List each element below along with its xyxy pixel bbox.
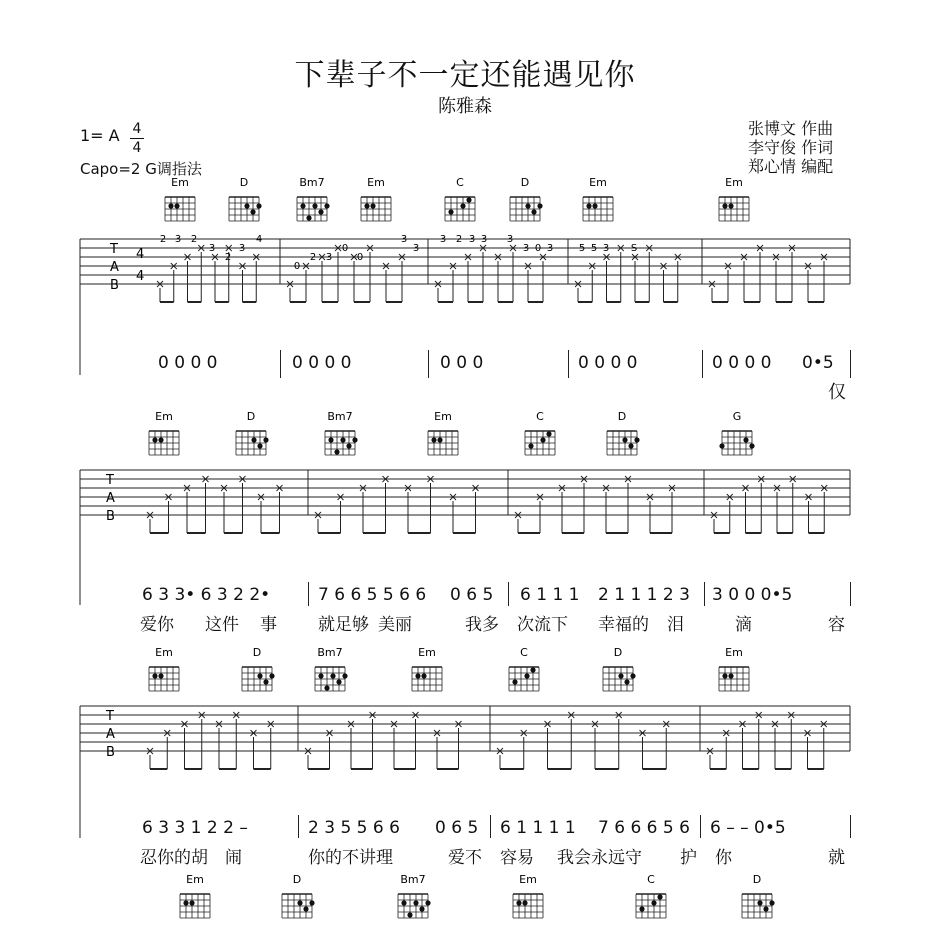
- notation-measure: 0•5: [802, 353, 834, 373]
- lyric-text: 仅: [828, 382, 846, 403]
- chord-dot: [719, 443, 724, 448]
- chord-dot: [334, 449, 339, 454]
- chord-name: C: [456, 176, 464, 189]
- chord-dot: [630, 673, 635, 678]
- fret-number: 0: [341, 243, 349, 254]
- chord-name: Bm7: [299, 176, 325, 189]
- staff-time-top: 4: [136, 247, 145, 262]
- chord-dot: [263, 679, 268, 684]
- notation-measure: 6 1 1 1: [520, 585, 580, 605]
- chord-diagram: [325, 410, 358, 455]
- fret-number: 3: [480, 234, 488, 245]
- chord-dot: [512, 679, 517, 684]
- chord-diagram: [398, 873, 431, 918]
- chord-name: Em: [434, 410, 452, 423]
- chord-dot: [722, 203, 727, 208]
- chord-dot: [297, 900, 302, 905]
- chord-dot: [158, 673, 163, 678]
- chord-dot: [158, 437, 163, 442]
- chord-diagram: [525, 410, 555, 455]
- chord-dot: [516, 900, 521, 905]
- fret-number: 2: [190, 234, 198, 245]
- lyric-text: 容: [828, 615, 845, 635]
- tab-letter-t: T: [106, 709, 114, 724]
- chord-dot: [401, 900, 406, 905]
- chord-dot: [525, 203, 530, 208]
- chord-diagram: [361, 176, 391, 221]
- notation-measure: 0 0 0 0: [712, 353, 772, 373]
- chord-name: Em: [171, 176, 189, 189]
- fret-number: 2: [224, 252, 232, 263]
- fret-number: 3: [439, 234, 447, 245]
- chord-dot: [251, 437, 256, 442]
- lyric-text: 就足够: [318, 615, 369, 635]
- chord-dot: [421, 673, 426, 678]
- chord-name: Em: [519, 873, 537, 886]
- fret-number: 3: [602, 243, 610, 254]
- chord-name: C: [536, 410, 544, 423]
- chord-name: Bm7: [400, 873, 426, 886]
- fret-number: 3: [208, 243, 216, 254]
- notation-barline: [704, 582, 705, 606]
- fret-number: 3: [400, 234, 408, 245]
- chord-dot: [466, 197, 471, 202]
- chord-dot: [342, 673, 347, 678]
- chord-diagram: [315, 646, 348, 691]
- fret-number: 2: [455, 234, 463, 245]
- lyric-text: 次流下: [517, 615, 568, 635]
- chord-dot: [309, 900, 314, 905]
- chord-name: G: [732, 410, 742, 423]
- chord-dot: [749, 443, 754, 448]
- fret-number: 3: [238, 243, 246, 254]
- fret-number: 0: [356, 252, 364, 263]
- chord-diagram: [607, 410, 640, 455]
- chord-dot: [324, 203, 329, 208]
- chord-dot: [425, 900, 430, 905]
- chord-dot: [328, 437, 333, 442]
- lyric-text: 忍你的胡: [140, 848, 208, 868]
- chord-diagram: [412, 646, 442, 691]
- fret-number: 3: [412, 243, 420, 254]
- fret-number: 3: [325, 252, 333, 263]
- lyric-text: 容易: [500, 848, 534, 868]
- chord-dot: [628, 443, 633, 448]
- chord-dot: [722, 673, 727, 678]
- lyric-text: 你: [715, 848, 732, 868]
- chord-name: Em: [367, 176, 385, 189]
- notation-measure: 7 6 6 5 5 6 6: [318, 585, 427, 605]
- notation-measure: 6 3 3• 6 3 2 2•: [142, 585, 271, 605]
- notation-measure: 6 – – 0•5: [710, 818, 786, 838]
- chord-dot: [586, 203, 591, 208]
- chord-dot: [460, 203, 465, 208]
- lyric-text: 爱你: [140, 615, 174, 635]
- chord-dot: [634, 437, 639, 442]
- chord-name: Em: [186, 873, 204, 886]
- time-sig-top: 4: [132, 121, 142, 137]
- chord-dot: [168, 203, 173, 208]
- chord-dot: [269, 673, 274, 678]
- chord-dot: [263, 437, 268, 442]
- chord-name: Em: [155, 410, 173, 423]
- chord-diagram: [510, 176, 543, 221]
- chord-dot: [757, 900, 762, 905]
- lyric-text: 这件: [205, 615, 239, 635]
- tab-letter-b: B: [106, 745, 115, 760]
- chord-dot: [346, 443, 351, 448]
- notation-measure: 0 6 5: [450, 585, 494, 605]
- chord-dot: [250, 209, 255, 214]
- notation-barline: [568, 350, 569, 378]
- chord-diagram: [242, 646, 275, 691]
- chord-dot: [437, 437, 442, 442]
- fret-number: 4: [255, 234, 263, 245]
- fret-number: 2: [159, 234, 167, 245]
- chord-diagram: [149, 646, 179, 691]
- chord-name: D: [613, 646, 623, 659]
- chord-dot: [622, 437, 627, 442]
- tab-letter-t: T: [110, 242, 118, 257]
- notation-measure: 3 0 0 0•5: [712, 585, 793, 605]
- chord-name: D: [520, 176, 530, 189]
- chord-diagram: [509, 646, 539, 691]
- notation-measure: 0 0 0 0: [158, 353, 218, 373]
- chord-dot: [540, 437, 545, 442]
- chord-diagram: [603, 646, 636, 691]
- chord-dot: [419, 906, 424, 911]
- lyric-text: 就: [828, 848, 845, 868]
- notation-barline: [308, 582, 309, 606]
- notation-measure: 7 6 6 6 5 6: [598, 818, 690, 838]
- chord-name: D: [239, 176, 249, 189]
- lyric-text: 滴: [735, 615, 752, 635]
- lyric-text: 闹: [225, 848, 242, 868]
- chord-dot: [318, 673, 323, 678]
- notation-barline: [700, 815, 701, 838]
- notation-measure: 2 1 1 1 2 3: [598, 585, 690, 605]
- chord-name: D: [292, 873, 302, 886]
- notation-measure: 0 0 0: [440, 353, 484, 373]
- chord-dot: [174, 203, 179, 208]
- chord-name: D: [617, 410, 627, 423]
- capo-info: Capo=2 G调指法: [80, 160, 202, 178]
- chord-name: D: [246, 410, 256, 423]
- chord-dot: [340, 437, 345, 442]
- chord-dot: [528, 443, 533, 448]
- chord-name: C: [520, 646, 528, 659]
- chord-dot: [306, 215, 311, 220]
- time-sig-bottom: 4: [132, 140, 142, 156]
- lyricist-credit: 李守俊 作词: [748, 138, 834, 157]
- chord-diagram: [236, 410, 269, 455]
- chord-name: D: [252, 646, 262, 659]
- lyric-text: 护: [680, 848, 697, 868]
- chord-dot: [257, 673, 262, 678]
- lyric-text: 你的不讲理: [308, 848, 393, 868]
- lyric-text: 美丽: [378, 615, 412, 635]
- notation-measure: 0 0 0 0: [578, 353, 638, 373]
- chord-dot: [152, 673, 157, 678]
- chord-diagram: [180, 873, 210, 918]
- tab-letter-a: A: [106, 491, 115, 506]
- fret-number: 0: [293, 261, 301, 272]
- tab-letter-a: A: [106, 727, 115, 742]
- fret-number: 3: [468, 234, 476, 245]
- fret-number: 3: [174, 234, 182, 245]
- lyric-text: 幸福的: [598, 615, 649, 635]
- notation-barline: [850, 815, 851, 838]
- chord-diagram: [719, 176, 749, 221]
- notation-barline: [298, 815, 299, 838]
- chord-dot: [244, 203, 249, 208]
- staff-time-bottom: 4: [136, 269, 145, 284]
- tab-letter-a: A: [110, 260, 119, 275]
- chord-name: Bm7: [327, 410, 353, 423]
- chord-dot: [407, 912, 412, 917]
- chord-diagram: [428, 410, 458, 455]
- chord-dot: [651, 900, 656, 905]
- fret-number: 2: [309, 252, 317, 263]
- chord-dot: [546, 431, 551, 436]
- chord-name: Em: [725, 646, 743, 659]
- key-label: 1= A: [80, 126, 120, 145]
- notation-measure: 2 3 5 5 6 6: [308, 818, 400, 838]
- chord-dot: [413, 900, 418, 905]
- lyric-text: 爱不: [448, 848, 482, 868]
- chord-dot: [189, 900, 194, 905]
- chord-diagram: [742, 873, 775, 918]
- chord-dot: [152, 437, 157, 442]
- chord-dot: [318, 209, 323, 214]
- chord-dot: [330, 673, 335, 678]
- chord-dot: [415, 673, 420, 678]
- notation-barline: [280, 350, 281, 378]
- fret-number: 5: [590, 243, 598, 254]
- chord-name: Em: [418, 646, 436, 659]
- fret-number: S: [630, 243, 638, 254]
- chord-dot: [537, 203, 542, 208]
- fret-number: 0: [534, 243, 542, 254]
- chord-dot: [592, 203, 597, 208]
- song-title: 下辈子不一定还能遇见你: [294, 58, 636, 93]
- chord-dot: [370, 203, 375, 208]
- chord-dot: [639, 906, 644, 911]
- chord-dot: [336, 679, 341, 684]
- chord-diagram: [165, 176, 195, 221]
- chord-diagram: [445, 176, 475, 221]
- chord-diagram: [149, 410, 179, 455]
- chord-diagram: [719, 410, 754, 455]
- fret-number: 3: [506, 234, 514, 245]
- chord-dot: [324, 685, 329, 690]
- notation-measure: 6 3 3 1 2 2 –: [142, 818, 248, 838]
- lyric-text: 我会永远守: [557, 848, 642, 868]
- chord-name: Bm7: [317, 646, 343, 659]
- chord-dot: [624, 679, 629, 684]
- chord-dot: [183, 900, 188, 905]
- chord-dot: [303, 906, 308, 911]
- chord-diagram: [297, 176, 330, 221]
- tab-letter-b: B: [110, 278, 119, 293]
- chord-name: Em: [589, 176, 607, 189]
- chord-name: D: [752, 873, 762, 886]
- chord-dot: [530, 667, 535, 672]
- chord-dot: [257, 443, 262, 448]
- chord-name: Em: [725, 176, 743, 189]
- notation-measure: 0 0 0 0: [292, 353, 352, 373]
- chord-diagram: [719, 646, 749, 691]
- chord-dot: [448, 209, 453, 214]
- lyric-text: 我多: [465, 615, 499, 635]
- chord-dot: [256, 203, 261, 208]
- chord-name: Em: [155, 646, 173, 659]
- notation-barline: [428, 350, 429, 378]
- chord-dot: [312, 203, 317, 208]
- chord-dot: [531, 209, 536, 214]
- chord-diagram: [583, 176, 613, 221]
- notation-barline: [850, 350, 851, 378]
- chord-diagram: [229, 176, 262, 221]
- fret-number: 3: [546, 243, 554, 254]
- chord-dot: [431, 437, 436, 442]
- chord-diagram: [513, 873, 543, 918]
- chord-dot: [364, 203, 369, 208]
- notation-measure: 0 6 5: [435, 818, 479, 838]
- fret-number: 3: [522, 243, 530, 254]
- chord-name: C: [647, 873, 655, 886]
- notation-barline: [850, 582, 851, 606]
- lyric-text: 泪: [667, 615, 684, 635]
- chord-dot: [522, 900, 527, 905]
- chord-diagram: [636, 873, 666, 918]
- notation-barline: [508, 582, 509, 606]
- composer-credit: 张博文 作曲: [748, 119, 834, 138]
- lyric-text: 事: [260, 615, 277, 635]
- artist-name: 陈雅森: [438, 96, 492, 117]
- chord-dot: [524, 673, 529, 678]
- chord-dot: [300, 203, 305, 208]
- tab-letter-t: T: [106, 473, 114, 488]
- chord-diagram: [282, 873, 315, 918]
- chord-dot: [657, 894, 662, 899]
- chord-dot: [763, 906, 768, 911]
- notation-barline: [702, 350, 703, 378]
- chord-dot: [769, 900, 774, 905]
- arranger-credit: 郑心情 编配: [748, 157, 834, 176]
- chord-dot: [352, 437, 357, 442]
- notation-barline: [490, 815, 491, 838]
- tab-letter-b: B: [106, 509, 115, 524]
- fret-number: 5: [578, 243, 586, 254]
- chord-dot: [728, 203, 733, 208]
- chord-dot: [743, 437, 748, 442]
- chord-dot: [618, 673, 623, 678]
- chord-dot: [728, 673, 733, 678]
- notation-measure: 6 1 1 1 1: [500, 818, 576, 838]
